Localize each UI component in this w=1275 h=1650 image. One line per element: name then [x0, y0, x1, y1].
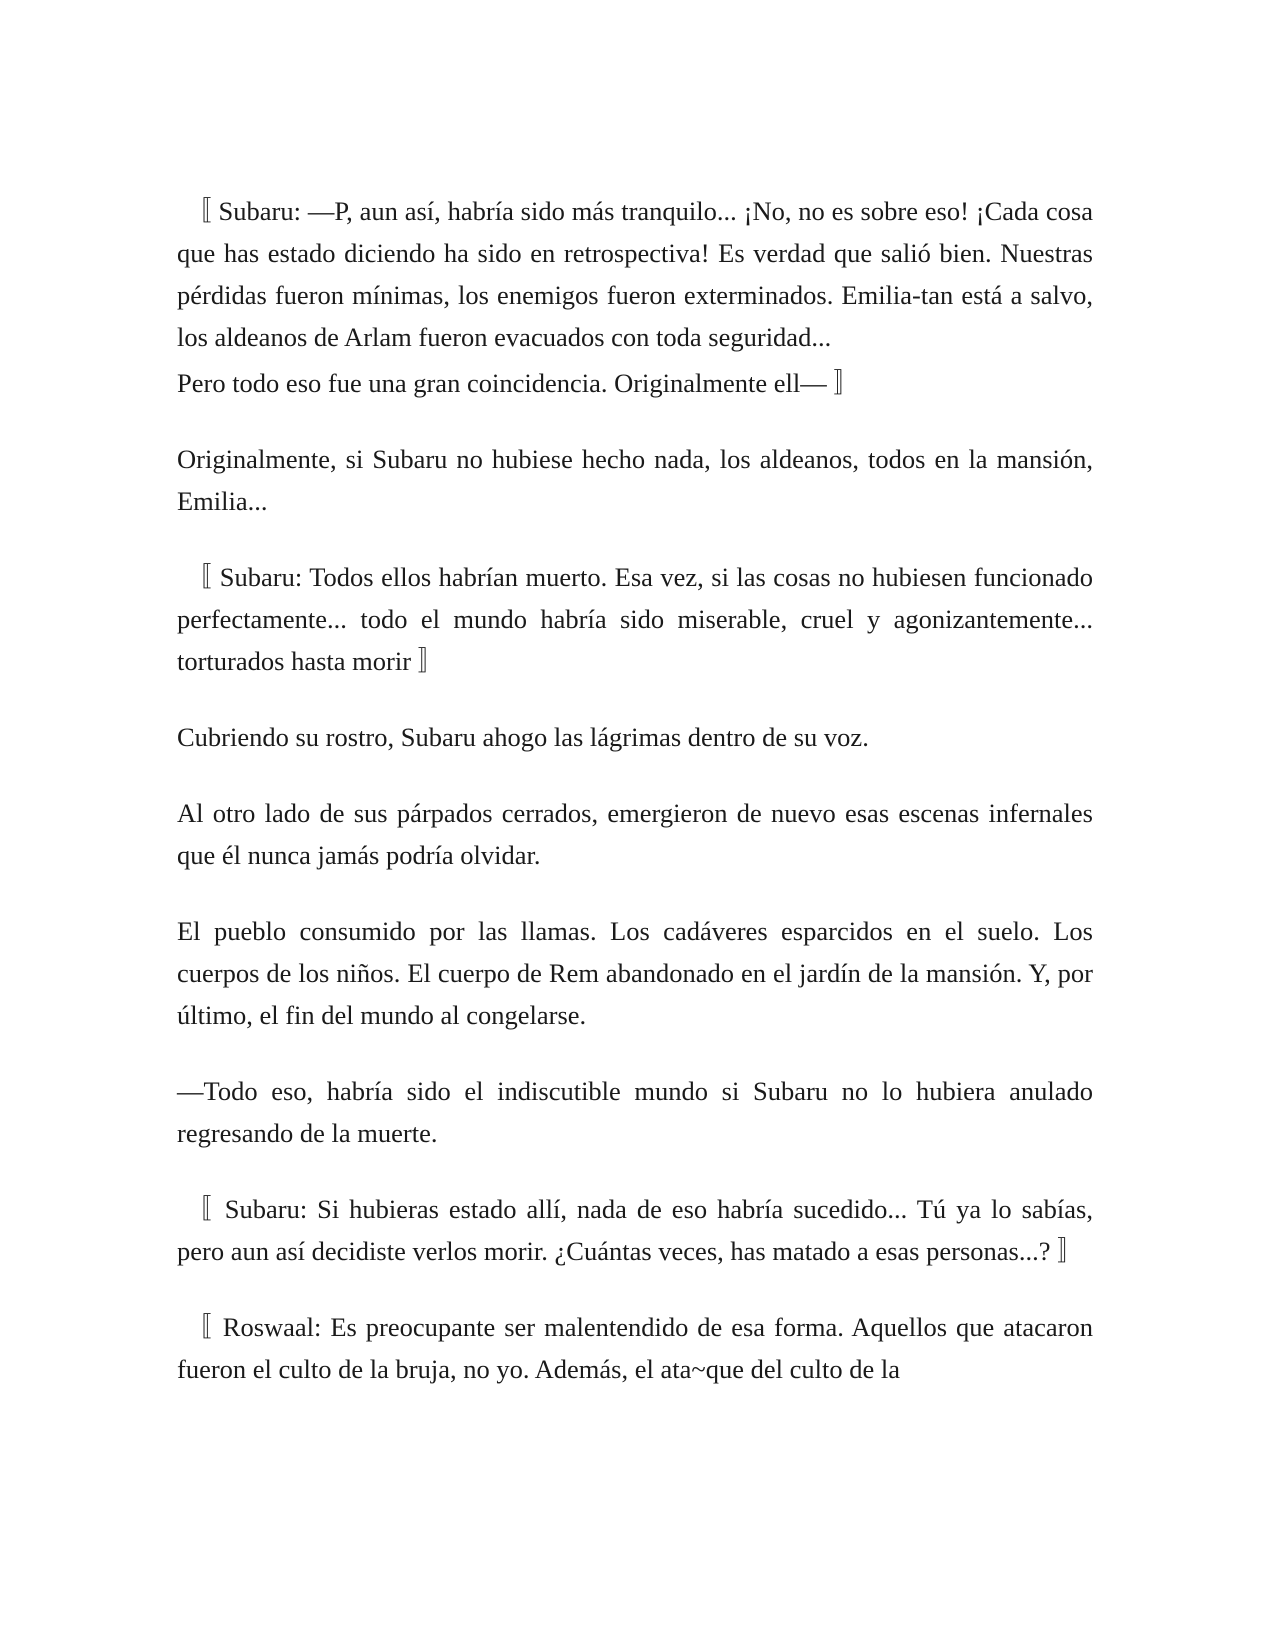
paragraph-pueblo-llamas: El pueblo consumido por las llamas. Los cadáveres esparcidos en el suelo. Los cuerpos de los niños. El cuerpo de Rem abandonado en el jardín de la mansión. Y, por último, el fin del mundo al congelarse. [177, 916, 1093, 1030]
paragraph-subaru-hubieras: 〚 Subaru: Si hubieras estado allí, nada de eso habría sucedido... Tú ya lo sabías, pero aun así decidiste verlos morir. ¿Cuántas veces, has matado a esas personas...? 〛 [177, 1194, 1093, 1266]
paragraph-parpados: Al otro lado de sus párpados cerrados, emergieron de nuevo esas escenas infernales que él nunca jamás podría olvidar. [177, 798, 1093, 870]
paragraph-roswaal: 〚 Roswaal: Es preocupante ser malentendido de esa forma. Aquellos que atacaron fueron el culto de la bruja, no yo. Además, el ata~que del culto de la [177, 1312, 1093, 1384]
paragraph-coincidence: Pero todo eso fue una gran coincidencia. Originalmente ell— 〛 [177, 368, 860, 398]
paragraph-subaru-todos-muerto: 〚 Subaru: Todos ellos habrían muerto. Esa vez, si las cosas no hubiesen funcionado perfectamente... todo el mundo habría sido miserable, cruel y agonizantemente... torturados hasta morir 〛 [177, 562, 1093, 676]
paragraph-originalmente: Originalmente, si Subaru no hubiese hecho nada, los aldeanos, todos en la mansión, Emilia... [177, 444, 1093, 516]
paragraph-cubriendo-rostro: Cubriendo su rostro, Subaru ahogo las lágrimas dentro de su voz. [177, 722, 869, 752]
text-body [177, 190, 1093, 1390]
paragraph-todo-eso: —Todo eso, habría sido el indiscutible mundo si Subaru no lo hubiera anulado regresando de la muerte. [177, 1076, 1093, 1148]
paragraph-subaru-retrospective: 〚 Subaru: —P, aun así, habría sido más tranquilo... ¡No, no es sobre eso! ¡Cada cosa que has estado diciendo ha sido en retrospectiva! Es verdad que salió bien. Nuestras pérdidas fueron mínimas, los enemigos fueron exterminados. Emilia-tan está a salvo, los aldeanos de Arlam fueron evacuados con toda seguridad... [177, 196, 1093, 352]
